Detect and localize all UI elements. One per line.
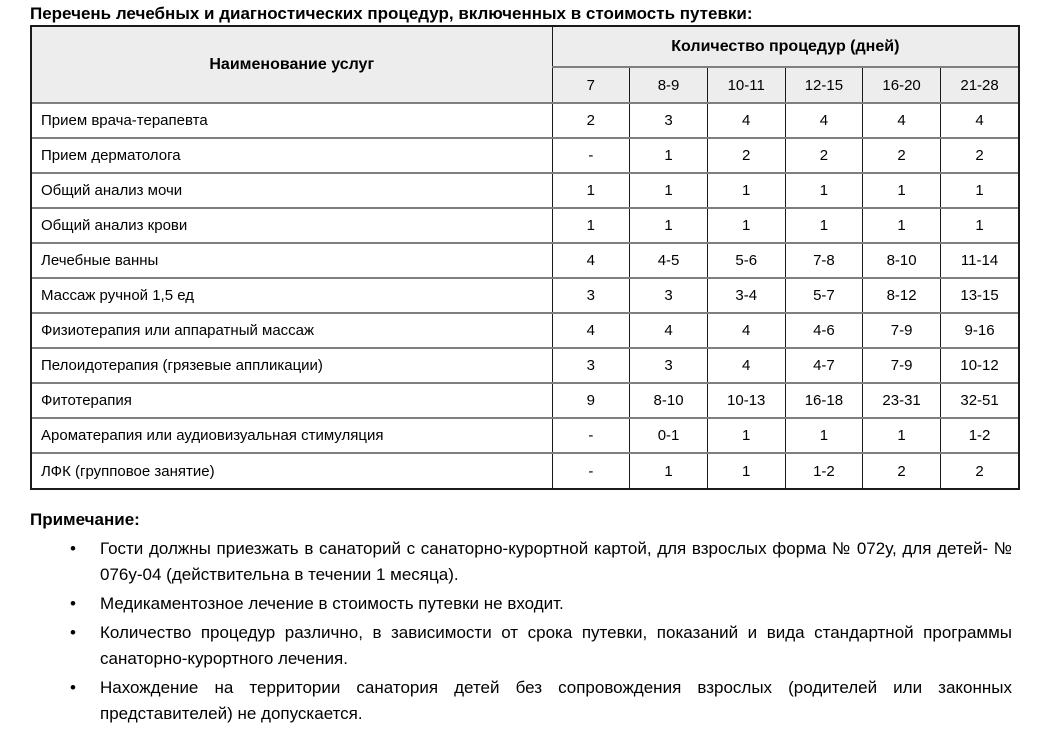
service-name: Общий анализ мочи <box>32 173 552 208</box>
procedure-count: 9-16 <box>940 313 1018 348</box>
table-row <box>32 208 1018 243</box>
table-row <box>32 173 1018 208</box>
procedure-count: 1 <box>552 208 630 243</box>
service-name: Пелоидотерапия (грязевые аппликации) <box>32 348 552 383</box>
procedure-count: 1 <box>707 418 785 453</box>
procedure-count: 4 <box>940 103 1018 138</box>
procedure-count: 1 <box>863 208 941 243</box>
procedure-count: 4-5 <box>630 243 708 278</box>
procedure-count: 4 <box>707 348 785 383</box>
duration-header: 12-15 <box>785 67 863 103</box>
procedure-count: 1 <box>630 138 708 173</box>
procedure-count: 1 <box>630 173 708 208</box>
procedure-count: 1 <box>863 173 941 208</box>
service-name: Общий анализ крови <box>32 208 552 243</box>
procedure-count: 4 <box>630 313 708 348</box>
procedure-count: 2 <box>940 453 1018 488</box>
procedure-count: 2 <box>863 138 941 173</box>
duration-header: 7 <box>552 67 630 103</box>
procedures-table-wrap <box>30 25 1020 490</box>
note-item: • Гости должны приезжать в санаторий с санаторно-курортной картой, для взрослых форма № 072у, для детей- № 076у-04 (действительна в течении 1 месяца). <box>68 536 1012 588</box>
procedure-count: 1 <box>630 208 708 243</box>
service-name: Фитотерапия <box>32 383 552 418</box>
procedure-count: 1 <box>630 453 708 488</box>
table-row <box>32 138 1018 173</box>
procedure-count: 13-15 <box>940 278 1018 313</box>
procedure-count: 4 <box>785 103 863 138</box>
service-name: Ароматерапия или аудиовизуальная стимуляция <box>32 418 552 453</box>
service-name: Прием врача-терапевта <box>32 103 552 138</box>
service-name: Массаж ручной 1,5 ед <box>32 278 552 313</box>
table-row <box>32 103 1018 138</box>
procedure-count: 9 <box>552 383 630 418</box>
procedure-count: 16-18 <box>785 383 863 418</box>
procedure-count: 7-9 <box>863 313 941 348</box>
notes-heading: Примечание: <box>30 510 140 529</box>
procedure-count: 1 <box>707 208 785 243</box>
procedure-count: 7-9 <box>863 348 941 383</box>
procedure-count: - <box>552 138 630 173</box>
procedures-table <box>32 27 1018 488</box>
procedure-count: 2 <box>552 103 630 138</box>
service-name: Физиотерапия или аппаратный массаж <box>32 313 552 348</box>
note-item: • Количество процедур различно, в зависимости от срока путевки, показаний и вида стандартной программы санаторно-курортного лечения. <box>68 620 1012 672</box>
procedure-count: 3-4 <box>707 278 785 313</box>
duration-header: 21-28 <box>940 67 1018 103</box>
procedure-count: 4-7 <box>785 348 863 383</box>
procedure-count: 4 <box>707 103 785 138</box>
procedure-count: 1 <box>785 208 863 243</box>
procedures-group-header: Количество процедур (дней) <box>552 27 1018 67</box>
procedure-count: 1-2 <box>940 418 1018 453</box>
table-header-row-top <box>32 27 1018 67</box>
procedure-count: 3 <box>552 348 630 383</box>
table-row <box>32 278 1018 313</box>
procedure-count: 2 <box>785 138 863 173</box>
duration-header: 16-20 <box>863 67 941 103</box>
procedure-count: 2 <box>863 453 941 488</box>
procedure-count: 32-51 <box>940 383 1018 418</box>
procedure-count: 0-1 <box>630 418 708 453</box>
table-row <box>32 383 1018 418</box>
procedure-count: 4 <box>552 243 630 278</box>
notes-list <box>30 536 1012 727</box>
procedure-count: 3 <box>630 348 708 383</box>
service-name: ЛФК (групповое занятие) <box>32 453 552 488</box>
services-column-header: Наименование услуг <box>32 27 552 103</box>
procedure-count: - <box>552 418 630 453</box>
procedure-count: 1 <box>785 418 863 453</box>
procedure-count: 8-10 <box>630 383 708 418</box>
procedure-count: 23-31 <box>863 383 941 418</box>
table-row <box>32 348 1018 383</box>
procedure-count: - <box>552 453 630 488</box>
table-body <box>32 103 1018 488</box>
duration-header: 10-11 <box>707 67 785 103</box>
note-item: • Нахождение на территории санатория детей без сопровождения взрослых (родителей или законных представителей) не допускается. <box>68 675 1012 727</box>
procedure-count: 1 <box>940 173 1018 208</box>
page-title: Перечень лечебных и диагностических процедур, включенных в стоимость путевки: <box>30 4 753 23</box>
procedure-count: 4 <box>552 313 630 348</box>
notes-section <box>30 509 1012 727</box>
procedure-count: 5-6 <box>707 243 785 278</box>
procedure-count: 3 <box>552 278 630 313</box>
procedure-count: 4 <box>863 103 941 138</box>
procedure-count: 8-12 <box>863 278 941 313</box>
procedure-count: 1 <box>863 418 941 453</box>
table-row <box>32 313 1018 348</box>
service-name: Лечебные ванны <box>32 243 552 278</box>
procedure-count: 1 <box>785 173 863 208</box>
procedure-count: 1 <box>940 208 1018 243</box>
procedure-count: 1 <box>707 453 785 488</box>
procedure-count: 4 <box>707 313 785 348</box>
procedure-count: 8-10 <box>863 243 941 278</box>
procedure-count: 3 <box>630 103 708 138</box>
procedure-count: 1 <box>552 173 630 208</box>
procedure-count: 1 <box>707 173 785 208</box>
procedure-count: 10-13 <box>707 383 785 418</box>
table-row <box>32 418 1018 453</box>
procedure-count: 1-2 <box>785 453 863 488</box>
procedure-count: 10-12 <box>940 348 1018 383</box>
procedure-count: 11-14 <box>940 243 1018 278</box>
procedure-count: 7-8 <box>785 243 863 278</box>
note-item: • Медикаментозное лечение в стоимость путевки не входит. <box>68 591 1012 617</box>
procedure-count: 4-6 <box>785 313 863 348</box>
procedure-count: 5-7 <box>785 278 863 313</box>
procedure-count: 3 <box>630 278 708 313</box>
table-row <box>32 453 1018 488</box>
procedure-count: 2 <box>707 138 785 173</box>
procedure-count: 2 <box>940 138 1018 173</box>
table-row <box>32 243 1018 278</box>
service-name: Прием дерматолога <box>32 138 552 173</box>
duration-header: 8-9 <box>630 67 708 103</box>
